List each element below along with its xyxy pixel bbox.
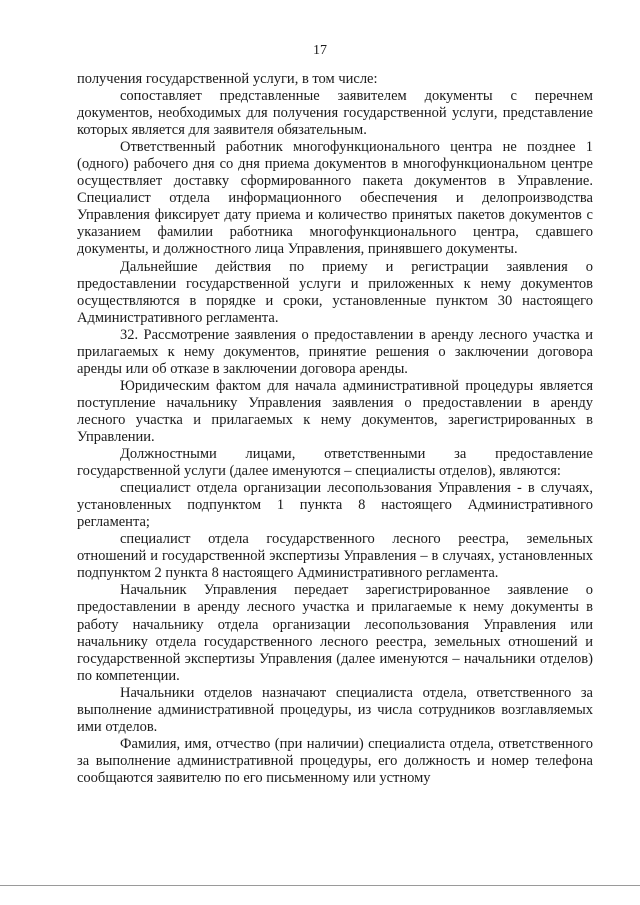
paragraph-section-32: 32. Рассмотрение заявления о предоставлении в аренду лесного участка и прилагаемых к нему документов, принятие решения о заключении договора аренды или об отказе в заключении договора аренды. [77, 326, 593, 377]
paragraph-specialist-forestry: специалист отдела организации лесопользования Управления - в случаях, установленных подпунктом 1 пункта 8 настоящего Административного регламента; [77, 480, 593, 531]
paragraph-specialist-info: Фамилия, имя, отчество (при наличии) специалиста отдела, ответственного за выполнение административной процедуры, его должность и номер телефона сообщаются заявителю по его письменному или устному [77, 735, 593, 786]
scan-edge-line [0, 885, 640, 886]
paragraph-specialist-registry: специалист отдела государственного лесного реестра, земельных отношений и государственной экспертизы Управления – в случаях, установленных подпунктом 2 пункта 8 настоящего Административного регламента. [77, 531, 593, 582]
paragraph-legal-fact: Юридическим фактом для начала административной процедуры является поступление начальнику Управления заявления о предоставлении в аренду лесного участка и прилагаемых к нему документов, зарегистрированных в Управлении. [77, 377, 593, 445]
paragraph-continuation: получения государственной услуги, в том числе: [77, 71, 378, 87]
paragraph-mfc-delivery: Ответственный работник многофункционального центра не позднее 1 (одного) рабочего дня со дня приема документов в многофункциональном центре осуществляет доставку сформированного пакета документов в Управление. Специалист отдела информационного обеспечения и делопроизводства Управления фиксирует дату приема и количество принятых пакетов документов с указанием фамилии работника многофункционального центра, сдавшего документы, и должностного лица Управления, принявшего документы. [77, 139, 593, 258]
paragraph-heads-assign: Начальники отделов назначают специалиста отдела, ответственного за выполнение административной процедуры, из числа сотрудников возглавляемых ими отделов. [77, 684, 593, 735]
page-number: 17 [313, 43, 327, 58]
paragraph-officials: Должностными лицами, ответственными за предоставление государственной услуги (далее именуются – специалисты отделов), являются: [77, 446, 593, 480]
paragraph-head-transfers: Начальник Управления передает зарегистрированное заявление о предоставлении в аренду лесного участка и прилагаемые к нему документы в работу начальнику отдела организации лесопользования Управления или начальнику отдела государственного лесного реестра, земельных отношений и государственной экспертизы Управления (далее именуются – начальники отделов) по компетенции. [77, 582, 593, 684]
paragraph-further-actions: Дальнейшие действия по приему и регистрации заявления о предоставлении государственной услуги и приложенных к нему документов осуществляются в порядке и сроки, установленные пунктом 30 настоящего Административного регламента. [77, 258, 593, 326]
paragraph-document-check: сопоставляет представленные заявителем документы с перечнем документов, необходимых для получения государственной услуги, представление которых является для заявителя обязательным. [77, 88, 593, 139]
document-body [77, 71, 593, 787]
